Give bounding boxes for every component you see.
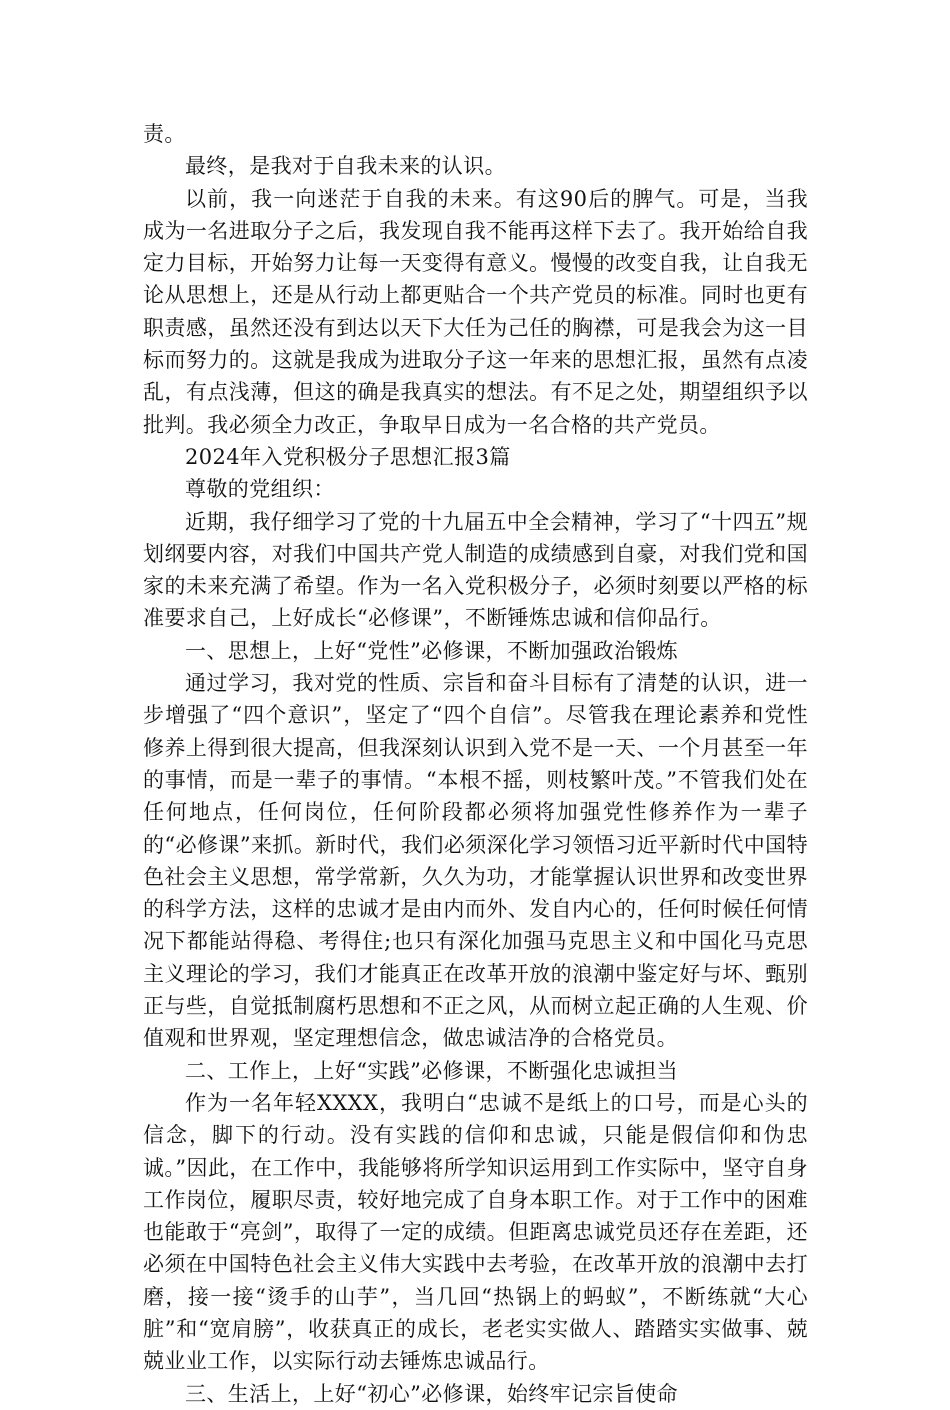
paragraph-intro: 近期，我仔细学习了党的十九届五中全会精神，学习了“十四五”规划纲要内容，对我们中国共产党人制造的成绩感到自豪，对我们党和国家的未来充满了希望。作为一名入党积极分子，必须时刻要以严格的标准要求自己，上好成长“必修课”，不断锤炼忠诚和信仰品行。: [143, 509, 808, 631]
paragraph-responsibility-end: 责。: [143, 122, 186, 146]
paragraph-future-intro: 最终，是我对于自我未来的认识。: [185, 154, 506, 179]
heading-work: 二、工作上，上好“实践”必修课，不断强化忠诚担当: [185, 1058, 679, 1083]
paragraph-future-body: 以前，我一向迷茫于自我的未来。有这90后的脾气。可是，当我成为一名进取分子之后，我发现自我不能再这样下去了。我开始给自我定力目标，开始努力让每一天变得有意义。慢慢的改变自我，让自我无论从思想上，还是从行动上都更贴合一个共产党员的标准。同时也更有职责感，虽然还没有到达以天下大任为己任的胸襟，可是我会为这一目标而努力的。这就是我成为进取分子这一年来的思想汇报，虽然有点凌乱，有点浅薄，但这的确是我真实的想法。有不足之处，期望组织予以批判。我必须全力改正，争取早日成为一名合格的共产党员。: [143, 186, 808, 437]
section-title: 2024年入党积极分子思想汇报3篇: [185, 444, 511, 469]
paragraph-thought: 通过学习，我对党的性质、宗旨和奋斗目标有了清楚的认识，进一步增强了“四个意识”，坚定了“四个自信”。尽管我在理论素养和党性修养上得到很大提高，但我深刻认识到入党不是一天、一个月甚至一年的事情，而是一辈子的事情。“本根不摇，则枝繁叶茂。”不管我们处在任何地点，任何岗位，任何阶段都必须将加强党性修养作为一辈子的“必修课”来抓。新时代，我们必须深化学习领悟习近平新时代中国特色社会主义思想，常学常新，久久为功，才能掌握认识世界和改变世界的科学方法，这样的忠诚才是由内而外、发自内心的，任何时候任何情况下都能站得稳、考得住;也只有深化加强马克思主义和中国化马克思主义理论的学习，我们才能真正在改革开放的浪潮中鉴定好与坏、甄别正与些，自觉抵制腐朽思想和不正之风，从而树立起正确的人生观、价值观和世界观，坚定理想信念，做忠诚洁净的合格党员。: [143, 671, 808, 1051]
paragraph-work: 作为一名年轻XXXX，我明白“忠诚不是纸上的口号，而是心头的信念，脚下的行动。没有实践的信仰和忠诚，只能是假信仰和伪忠诚。”因此，在工作中，我能够将所学知识运用到工作实际中，坚守自身工作岗位，履职尽责，较好地完成了自身本职工作。对于工作中的困难也能敢于“亮剑”，取得了一定的成绩。但距离忠诚党员还存在差距，还必须在中国特色社会主义伟大实践中去考验，在改革开放的浪潮中去打磨，接一接“烫手的山芋”，当几回“热锅上的蚂蚁”，不断练就“大心脏”和“宽肩膀”，收获真正的成长，老老实实做人、踏踏实实做事、兢兢业业工作，以实际行动去锤炼忠诚品行。: [143, 1090, 808, 1374]
salutation: 尊敬的党组织：: [185, 477, 335, 502]
heading-life: 三、生活上，上好“初心”必修课，始终牢记宗旨使命: [185, 1381, 679, 1406]
heading-thought: 一、思想上，上好“党性”必修课，不断加强政治锻炼: [185, 638, 679, 663]
document-page: [143, 118, 808, 1410]
